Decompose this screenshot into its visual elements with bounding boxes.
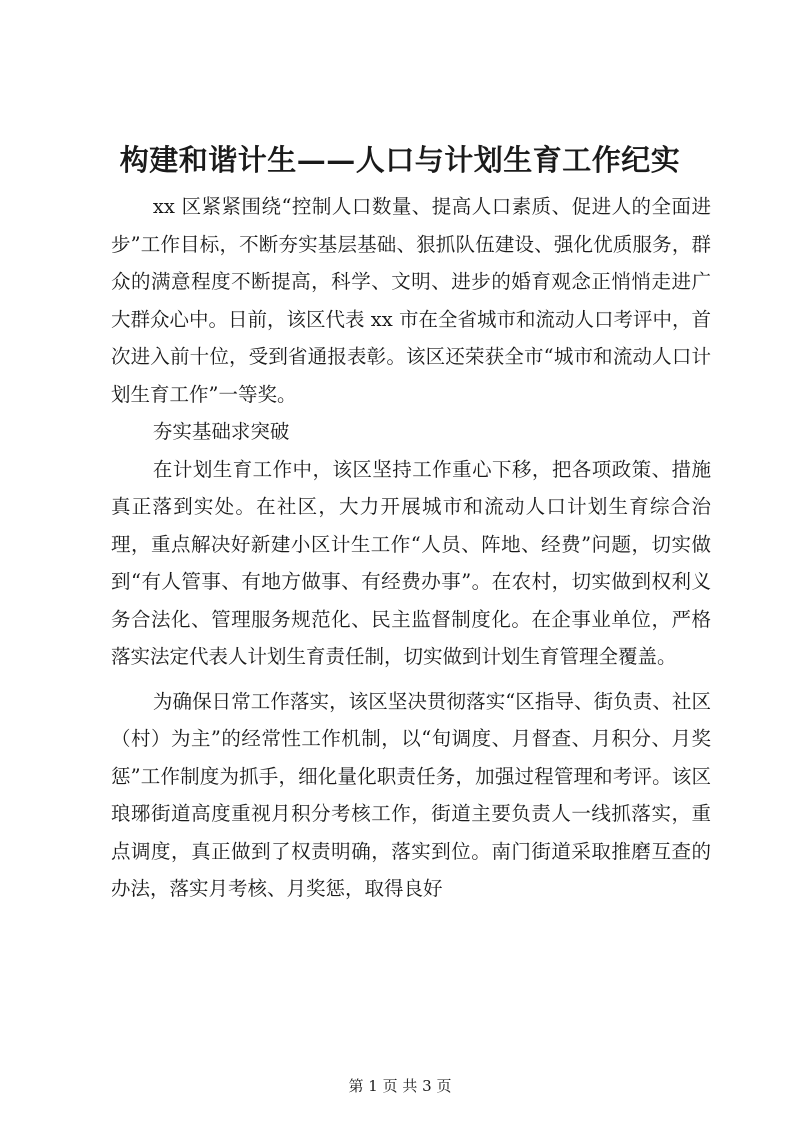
paragraph-intro: xx 区紧紧围绕“控制人口数量、提高人口素质、促进人的全面进步”工作目标，不断夯实基层基础、狠抓队伍建设、强化优质服务，群众的满意程度不断提高，科学、文明、进步的婚育观念正悄悄走进广大群众心中。日前，该区代表 xx 市在全省城市和流动人口考评中，首次进入前十位，受到省通报表彰。该区还荣获全市“城市和流动人口计划生育工作”一等奖。 [111,195,711,406]
paragraph-foundation: 在计划生育工作中，该区坚持工作重心下移，把各项政策、措施真正落到实处。在社区，大力开展城市和流动人口计划生育综合治理，重点解决好新建小区计生工作“人员、阵地、经费”问题，切实做到“有人管事、有地方做事、有经费办事”。在农村，切实做到权利义务合法化、管理服务规范化、民主监督制度化。在企事业单位，严格落实法定代表人计划生育责任制，切实做到计划生育管理全覆盖。 [111,457,711,668]
paragraph-daily-work: 为确保日常工作落实，该区坚决贯彻落实“区指导、街负责、社区（村）为主”的经常性工作机制，以“旬调度、月督查、月积分、月奖惩”工作制度为抓手，细化量化职责任务，加强过程管理和考评。该区琅琊街道高度重视月积分考核工作，街道主要负责人一线抓落实，重点调度，真正做到了权责明确，落实到位。南门街道采取推磨互查的办法，落实月考核、月奖惩，取得良好 [111,689,711,900]
page-number-footer: 第 1 页 共 3 页 [348,1077,452,1095]
section-heading: 夯实基础求突破 [152,420,290,443]
document-body [111,188,711,908]
document-title: 构建和谐计生——人口与计划生育工作纪实 [119,143,681,177]
